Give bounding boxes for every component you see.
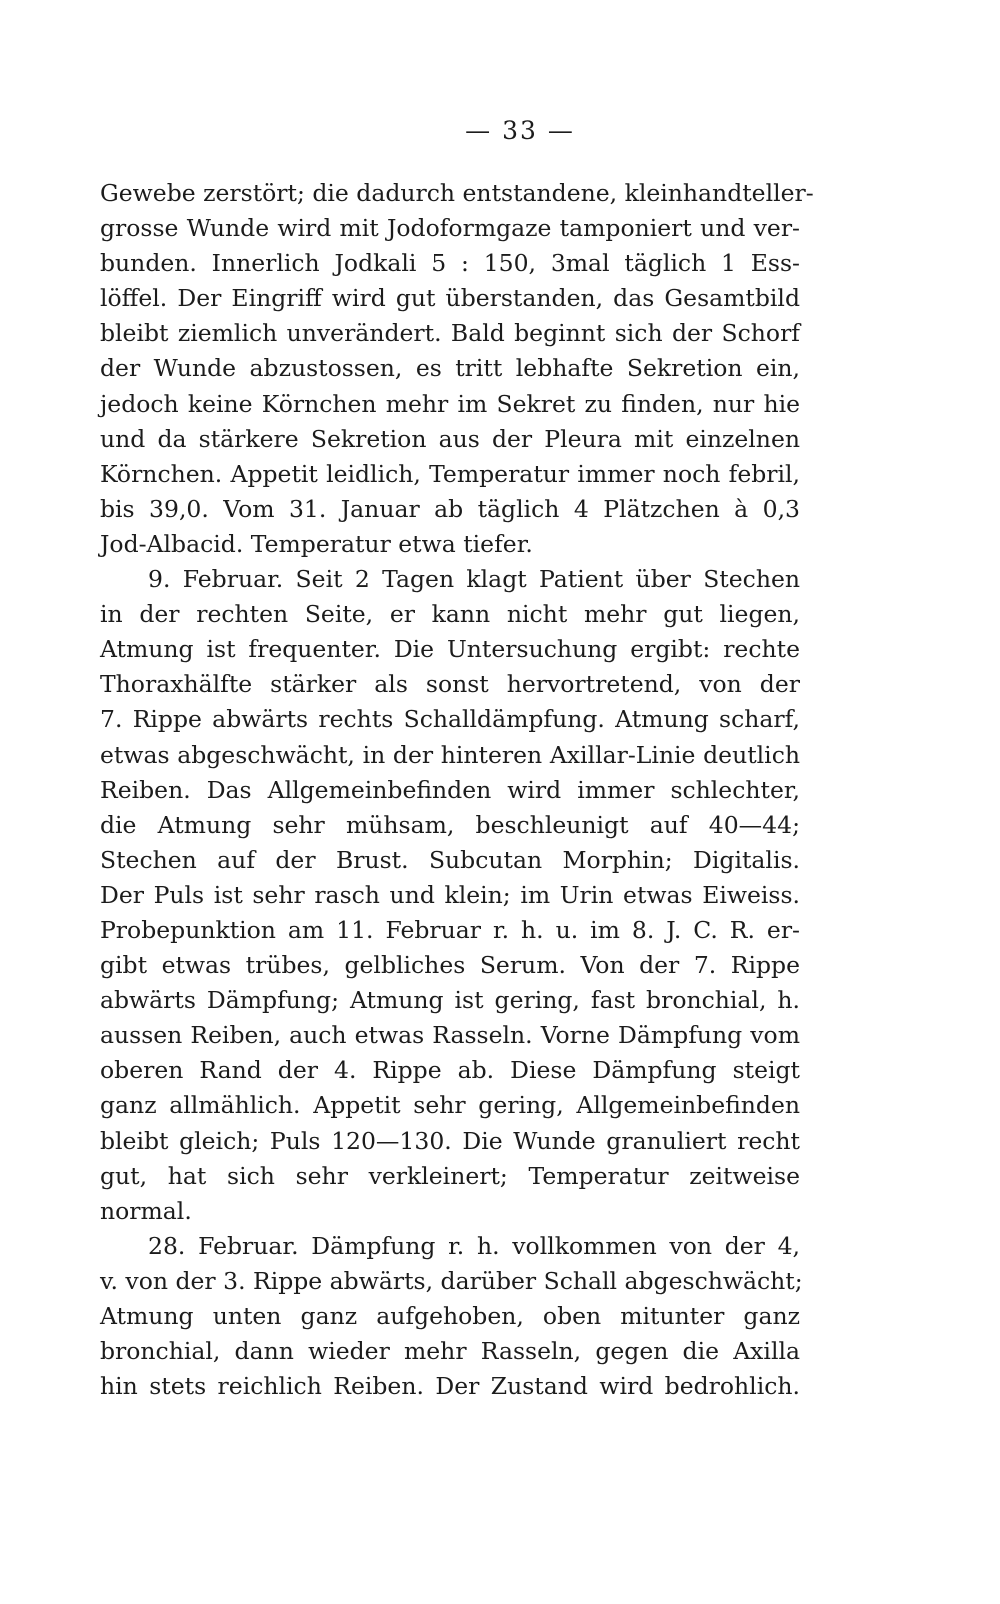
text-line: in der rechten Seite, er kann nicht mehr gut liegen,: [100, 600, 800, 629]
text-line: v. von der 3. Rippe abwärts, darüber Schall abgeschwächt;: [100, 1266, 803, 1295]
text-line: oberen Rand der 4. Rippe ab. Diese Dämpfung steigt: [100, 1056, 800, 1085]
text-line: Atmung unten ganz aufgehoben, oben mitunter ganz: [100, 1302, 800, 1330]
text-line: gibt etwas trübes, gelbliches Serum. Von der 7. Rippe: [100, 951, 800, 980]
text-line: Reiben. Das Allgemeinbefinden wird immer schlechter,: [100, 775, 800, 804]
text-line: die Atmung sehr mühsam, beschleunigt auf 40—44;: [100, 810, 800, 839]
text-line: hin stets reichlich Reiben. Der Zustand wird bedrohlich.: [100, 1372, 800, 1401]
text-line: Probepunktion am 11. Februar r. h. u. im 8. J. C. R. er-: [100, 915, 800, 944]
text-line: etwas abgeschwächt, in der hinteren Axillar-Linie deutlich: [100, 740, 800, 769]
text-line: 7. Rippe abwärts rechts Schalldämpfung. Atmung scharf,: [100, 705, 800, 734]
text-line: der Wunde abzustossen, es tritt lebhafte Sekretion ein,: [100, 354, 800, 383]
text-line: bis 39,0. Vom 31. Januar ab täglich 4 Plätzchen à 0,3: [100, 494, 800, 523]
text-line: grosse Wunde wird mit Jodoformgaze tamponiert und ver-: [100, 214, 800, 243]
text-line: bleibt gleich; Puls 120—130. Die Wunde granuliert recht: [100, 1126, 800, 1155]
text-line: und da stärkere Sekretion aus der Pleura mit einzelnen: [100, 424, 800, 453]
text-line: gut, hat sich sehr verkleinert; Temperatur zeitweise: [100, 1161, 800, 1190]
text-line: bronchial, dann wieder mehr Rasseln, gegen die Axilla: [100, 1337, 800, 1366]
text-line: jedoch keine Körnchen mehr im Sekret zu finden, nur hie: [100, 389, 800, 418]
text-line: bunden. Innerlich Jodkali 5 : 150, 3mal täglich 1 Ess-: [100, 249, 800, 278]
text-line: Thoraxhälfte stärker als sonst hervortretend, von der: [100, 670, 800, 699]
text-line: löffel. Der Eingriff wird gut überstanden, das Gesamtbild: [100, 284, 800, 313]
text-line: normal.: [100, 1196, 192, 1225]
text-line: Stechen auf der Brust. Subcutan Morphin; Digitalis.: [100, 845, 800, 874]
text-line: aussen Reiben, auch etwas Rasseln. Vorne Dämpfung vom: [100, 1021, 800, 1050]
text-line: 28. Februar. Dämpfung r. h. vollkommen von der 4,: [148, 1231, 800, 1260]
text-line: 9. Februar. Seit 2 Tagen klagt Patient über Stechen: [148, 565, 800, 594]
text-line: Körnchen. Appetit leidlich, Temperatur immer noch febril,: [100, 459, 800, 488]
text-line: abwärts Dämpfung; Atmung ist gering, fast bronchial, h.: [100, 986, 800, 1015]
text-line: ganz allmählich. Appetit sehr gering, Allgemeinbefinden: [100, 1091, 800, 1120]
text-line: Der Puls ist sehr rasch und klein; im Urin etwas Eiweiss.: [100, 880, 800, 909]
body-text: [100, 176, 814, 1404]
text-line: Jod-Albacid. Temperatur etwa tiefer.: [100, 529, 533, 558]
page-number: — 33 —: [465, 116, 575, 145]
text-line: Gewebe zerstört; die dadurch entstandene, kleinhandteller-: [100, 179, 814, 207]
text-line: bleibt ziemlich unverändert. Bald beginnt sich der Schorf: [100, 319, 800, 348]
text-line: Atmung ist frequenter. Die Untersuchung ergibt: rechte: [100, 635, 800, 664]
